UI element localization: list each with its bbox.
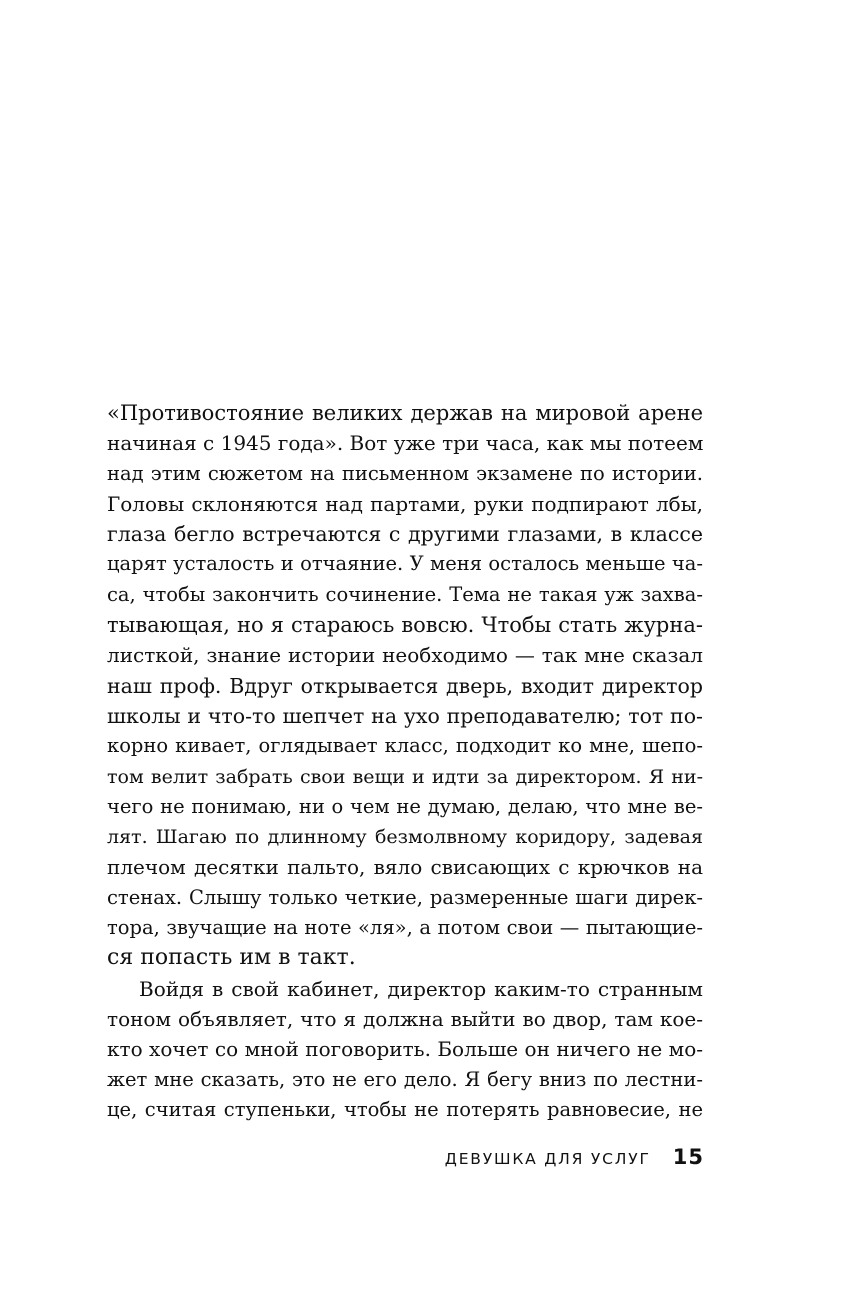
text-line: том велит забрать свои вещи и идти за директором. Я ни- — [107, 765, 703, 788]
text-line: наш проф. Вдруг открывается дверь, входит директор — [107, 673, 703, 698]
text-line: ся попасть им в такт. — [107, 945, 356, 971]
text-line: чего не понимаю, ни о чем не думаю, делаю, что мне ве- — [107, 794, 703, 818]
text-line: корно кивает, оглядывает класс, подходит ко мне, шепо- — [107, 734, 703, 758]
text-line: са, чтобы закончить сочинение. Тема не такая уж захва- — [107, 582, 703, 606]
page-number: 15 — [672, 1145, 704, 1169]
text-line: глаза бегло встречаются с другими глазами, в классе — [107, 522, 703, 547]
text-line: царят усталость и отчаяние. У меня осталось меньше ча- — [107, 552, 703, 576]
text-line: Головы склоняются над партами, руки подпирают лбы, — [107, 491, 703, 516]
text-line: тора, звучащие на ноте «ля», а потом свои — пытающие- — [107, 916, 703, 940]
text-line: тоном объявляет, что я должна выйти во двор, там кое- — [107, 1006, 703, 1031]
text-line: начиная с 1945 года». Вот уже три часа, как мы потеем — [107, 431, 704, 456]
text-line: жет мне сказать, это не его дело. Я бегу вниз по лестни- — [107, 1067, 703, 1091]
text-line: стенах. Слышу только четкие, размеренные шаги дирек- — [107, 885, 703, 909]
text-line: лят. Шагаю по длинному безмолвному коридору, задевая — [107, 826, 703, 849]
text-line: кто хочет со мной поговорить. Больше он ничего не мо- — [107, 1037, 703, 1062]
text-line: «Противостояние великих держав на мировой арене — [107, 401, 703, 425]
text-line: школы и что-то шепчет на ухо преподавателю; тот по- — [107, 703, 703, 728]
running-title: ДЕВУШКА ДЛЯ УСЛУГ — [444, 1150, 651, 1168]
text-line: листкой, знание истории необходимо — так мне сказал — [107, 643, 703, 668]
text-line: плечом десятки пальто, вяло свисающих с крючков на — [107, 855, 703, 880]
body-text — [107, 398, 703, 1125]
text-line: тывающая, но я стараюсь вовсю. Чтобы стать журна- — [107, 613, 703, 638]
page-footer — [445, 1145, 704, 1169]
text-line: це, считая ступеньки, чтобы не потерять равновесие, не — [107, 1097, 703, 1121]
text-line: Войдя в свой кабинет, директор каким-то странным — [139, 976, 703, 1001]
text-line: над этим сюжетом на письменном экзамене по истории. — [107, 461, 703, 485]
